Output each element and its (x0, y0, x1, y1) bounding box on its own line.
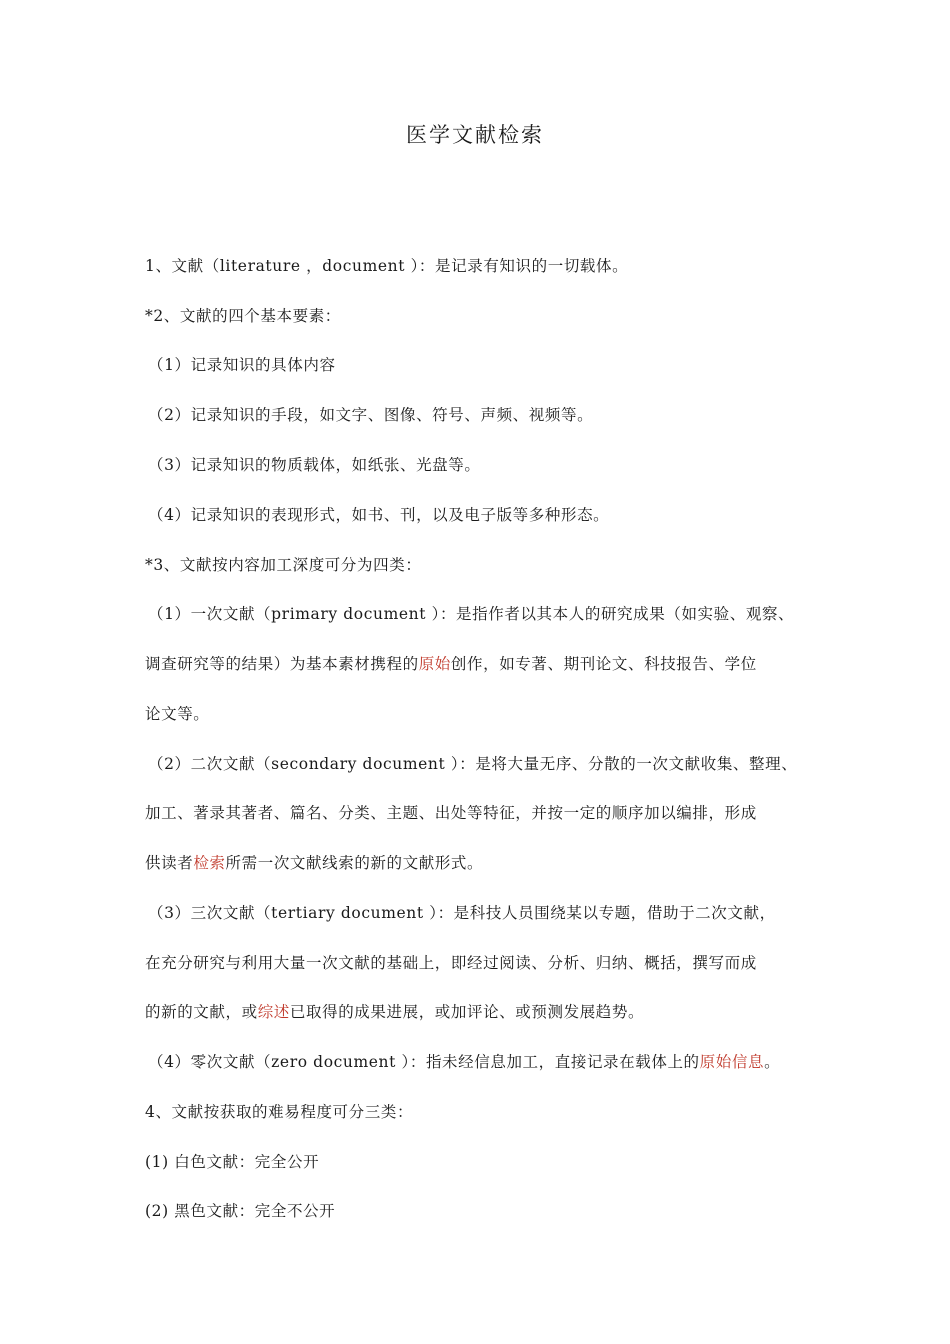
text-segment: 调查研究等的结果）为基本素材携程的 (145, 655, 419, 673)
paragraph-four-types-heading: *3、文献按内容加工深度可分为四类： (145, 556, 422, 574)
text-segment: 的新的文献，或 (145, 1003, 258, 1021)
highlight-retrieval: 检索 (193, 854, 226, 872)
highlight-review: 综述 (257, 1003, 290, 1021)
text-segment: 。 (764, 1053, 781, 1071)
secondary-document-line-1: （2）二次文献（secondary document ）：是将大量无序、分散的一次文献收集、整理、 (148, 755, 798, 773)
list-item-black-literature: (2) 黑色文献：完全不公开 (145, 1202, 336, 1220)
text-segment: 已取得的成果进展，或加评论、或预测发展趋势。 (289, 1003, 645, 1021)
text-segment: 创作，如专著、期刊论文、科技报告、学位 (450, 655, 757, 673)
list-item-white-literature: (1) 白色文献：完全公开 (145, 1153, 320, 1171)
secondary-document-line-3 (145, 853, 483, 873)
tertiary-document-line-3 (145, 1002, 644, 1022)
list-item-element-4: （4）记录知识的表现形式，如书、刊，以及电子版等多种形态。 (148, 506, 610, 524)
highlight-original-information: 原始信息 (699, 1053, 765, 1071)
secondary-document-line-2: 加工、著录其著者、篇名、分类、主题、出处等特征，并按一定的顺序加以编排，形成 (145, 804, 757, 822)
list-item-element-1: （1）记录知识的具体内容 (148, 356, 336, 374)
tertiary-document-line-2: 在充分研究与利用大量一次文献的基础上，即经过阅读、分析、归纳、概括，撰写而成 (145, 954, 757, 972)
paragraph-literature-definition: 1、文献（literature ，document ）：是记录有知识的一切载体。 (145, 257, 629, 275)
paragraph-acquisition-heading: 4、文献按获取的难易程度可分三类： (145, 1103, 414, 1121)
text-segment: （4）零次文献（zero document ）：指未经信息加工，直接记录在载体上的 (148, 1053, 700, 1071)
primary-document-line-3: 论文等。 (145, 705, 210, 723)
tertiary-document-line-1: （3）三次文献（tertiary document ）：是科技人员围绕某以专题，借助于二次文献， (148, 904, 776, 922)
text-segment: 所需一次文献线索的新的文献形式。 (225, 854, 484, 872)
primary-document-line-1: （1）一次文献（primary document ）：是指作者以其本人的研究成果（如实验、观察、 (148, 605, 795, 623)
zero-document-line (148, 1052, 780, 1072)
list-item-element-3: （3）记录知识的物质载体，如纸张、光盘等。 (148, 456, 481, 474)
primary-document-line-2 (145, 654, 757, 674)
highlight-original: 原始 (418, 655, 451, 673)
list-item-element-2: （2）记录知识的手段，如文字、图像、符号、声频、视频等。 (148, 406, 594, 424)
document-title: 医学文献检索 (406, 123, 544, 147)
text-segment: 供读者 (145, 854, 194, 872)
paragraph-four-elements-heading: *2、文献的四个基本要素： (145, 307, 341, 325)
